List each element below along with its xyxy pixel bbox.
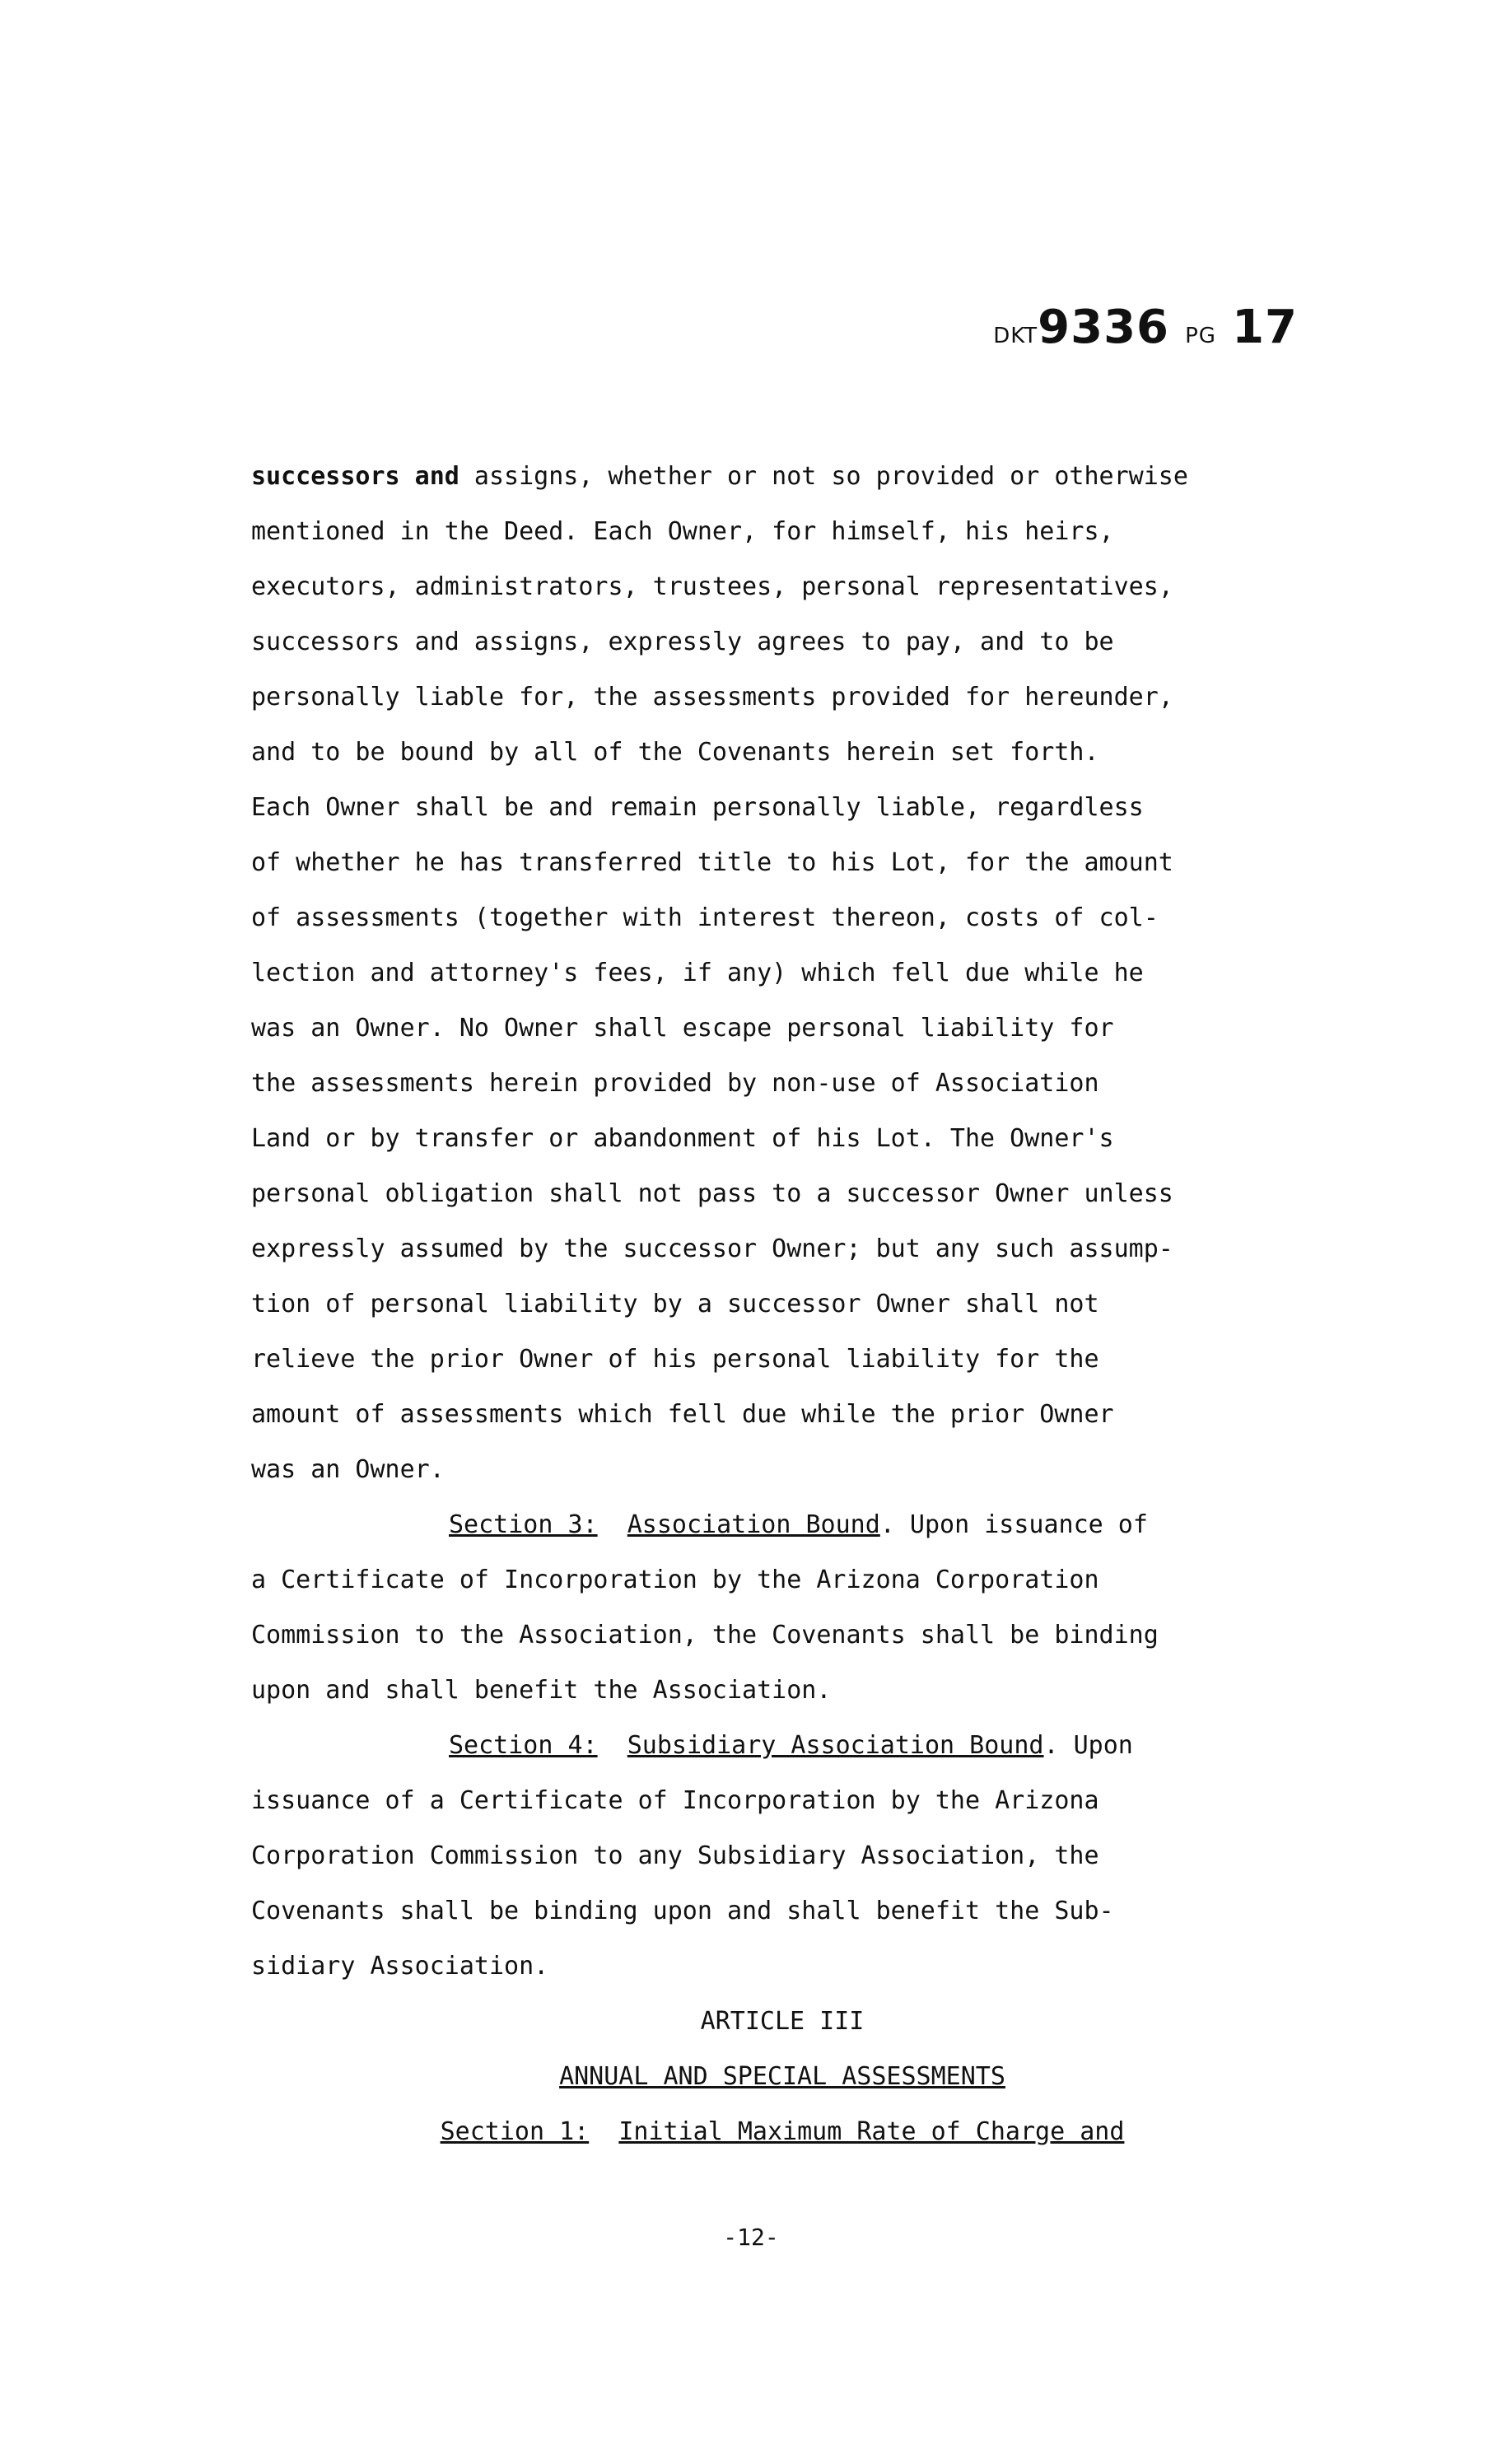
section-heading-line bbox=[251, 1497, 1313, 1552]
text-line: a Certificate of Incorporation by the Arizona Corporation bbox=[251, 1566, 1099, 1594]
text-line: of whether he has transferred title to his Lot, for the amount bbox=[251, 848, 1173, 877]
section-3-first-line-rest: . Upon issuance of bbox=[879, 1510, 1148, 1539]
article-section-1-label: Section 1: bbox=[440, 2117, 590, 2146]
section-3-label: Section 3: bbox=[449, 1510, 598, 1539]
section-4-first-line-rest: . Upon bbox=[1043, 1731, 1133, 1760]
paragraph-owner-liability bbox=[251, 449, 1313, 1497]
text-line: expressly assumed by the successor Owner; but any such assump- bbox=[251, 1234, 1173, 1263]
section-3-title: Association Bound bbox=[627, 1510, 880, 1539]
text-line: issuance of a Certificate of Incorporation by the Arizona bbox=[251, 1786, 1099, 1815]
document-body bbox=[251, 449, 1313, 2159]
text-line: executors, administrators, trustees, personal representatives, bbox=[251, 572, 1173, 601]
article-title-text: ANNUAL AND SPECIAL ASSESSMENTS bbox=[559, 2062, 1005, 2091]
text-line: upon and shall benefit the Association. bbox=[251, 1676, 832, 1705]
text-line: Land or by transfer or abandonment of his Lot. The Owner's bbox=[251, 1124, 1114, 1153]
text-line: of assessments (together with interest thereon, costs of col- bbox=[251, 903, 1159, 932]
text-line: lection and attorney's fees, if any) which fell due while he bbox=[251, 959, 1144, 987]
bold-lead-text: successors and bbox=[251, 462, 459, 491]
docket-label: DKT bbox=[993, 324, 1038, 348]
text-line: the assessments herein provided by non-use of Association bbox=[251, 1069, 1099, 1098]
article-section-1-heading bbox=[251, 2104, 1313, 2159]
article-iii-block bbox=[251, 1994, 1313, 2159]
section-heading-line bbox=[251, 1718, 1313, 1773]
section-4-label: Section 4: bbox=[449, 1731, 598, 1760]
article-title bbox=[251, 2049, 1313, 2104]
page-footer-number: -12- bbox=[723, 2224, 779, 2251]
text-line: relieve the prior Owner of his personal liability for the bbox=[251, 1345, 1099, 1374]
text-line bbox=[251, 449, 1313, 504]
text-line: Covenants shall be binding upon and shall benefit the Sub- bbox=[251, 1897, 1114, 1925]
text-line: Corporation Commission to any Subsidiary Association, the bbox=[251, 1841, 1099, 1870]
text-line: personally liable for, the assessments provided for hereunder, bbox=[251, 683, 1173, 712]
text-line: was an Owner. No Owner shall escape personal liability for bbox=[251, 1014, 1114, 1043]
text-line: was an Owner. bbox=[251, 1455, 445, 1484]
docket-number: 9336 bbox=[1038, 301, 1170, 354]
section-4-title: Subsidiary Association Bound bbox=[627, 1731, 1044, 1760]
text-line: successors and assigns, expressly agrees to pay, and to be bbox=[251, 628, 1114, 656]
text-line: mentioned in the Deed. Each Owner, for himself, his heirs, bbox=[251, 517, 1114, 546]
article-section-1-title: Initial Maximum Rate of Charge and bbox=[618, 2117, 1125, 2146]
section-3-association-bound bbox=[251, 1497, 1313, 1718]
text-line: sidiary Association. bbox=[251, 1952, 549, 1981]
text-line: Each Owner shall be and remain personally liable, regardless bbox=[251, 793, 1144, 822]
text-line: Commission to the Association, the Covenants shall be binding bbox=[251, 1621, 1159, 1650]
text-line: amount of assessments which fell due while the prior Owner bbox=[251, 1400, 1114, 1429]
recording-stamp bbox=[993, 301, 1298, 354]
page-label: PG bbox=[1185, 324, 1216, 348]
recorded-page-number: 17 bbox=[1232, 301, 1298, 354]
text-line: tion of personal liability by a successor Owner shall not bbox=[251, 1290, 1099, 1318]
text-line-rest: assigns, whether or not so provided or otherwise bbox=[459, 462, 1188, 491]
section-4-subsidiary-association-bound bbox=[251, 1718, 1313, 1994]
article-heading: ARTICLE III bbox=[700, 2007, 865, 2036]
text-line: and to be bound by all of the Covenants herein set forth. bbox=[251, 738, 1099, 767]
text-line: personal obligation shall not pass to a successor Owner unless bbox=[251, 1179, 1173, 1208]
